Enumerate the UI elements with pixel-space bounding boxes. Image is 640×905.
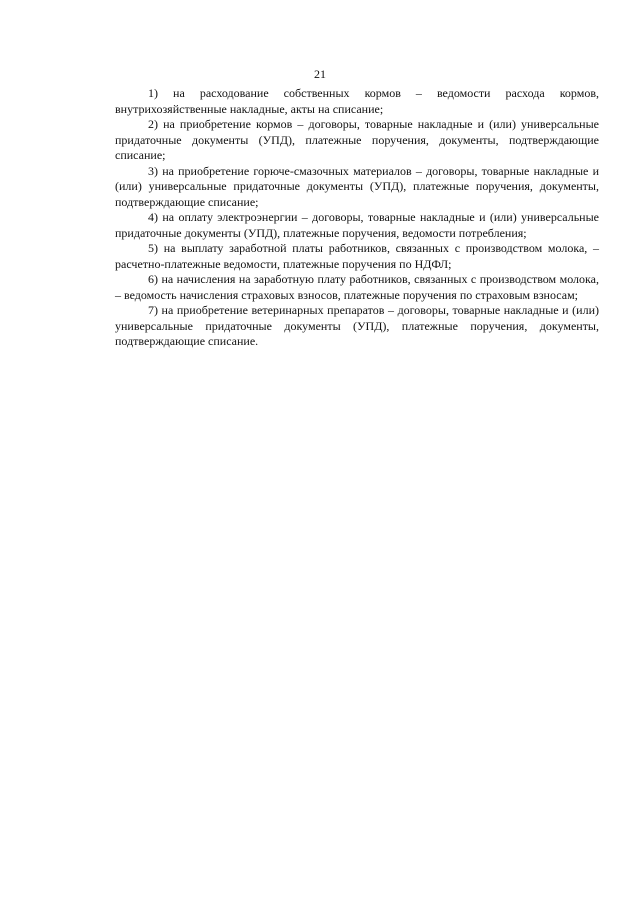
list-item: 5) на выплату заработной платы работников, связанных с производством молока, – расчетно-платежные ведомости, платежные поручения по НДФЛ; (115, 241, 599, 271)
list-item: 6) на начисления на заработную плату работников, связанных с производством молока, – ведомость начисления страховых взносов, платежные поручения по страховым взносам; (115, 272, 599, 302)
list-item: 3) на приобретение горюче-смазочных материалов – договоры, товарные накладные и (или) универсальные придаточные документы (УПД), платежные поручения, документы, подтверждающие списание; (115, 163, 599, 209)
document-body (115, 86, 599, 350)
list-item: 4) на оплату электроэнергии – договоры, товарные накладные и (или) универсальные придаточные документы (УПД), платежные поручения, ведомости потребления; (115, 210, 599, 240)
page-number: 21 (314, 67, 326, 81)
list-item: 7) на приобретение ветеринарных препаратов – договоры, товарные накладные и (или) универсальные придаточные документы (УПД), платежные поручения, документы, подтверждающие списание. (115, 303, 599, 348)
list-item: 1) на расходование собственных кормов – ведомости расхода кормов, внутрихозяйственные накладные, акты на списание; (115, 86, 599, 116)
list-item: 2) на приобретение кормов – договоры, товарные накладные и (или) универсальные придаточные документы (УПД), платежные поручения, документы, подтверждающие списание; (115, 117, 599, 162)
